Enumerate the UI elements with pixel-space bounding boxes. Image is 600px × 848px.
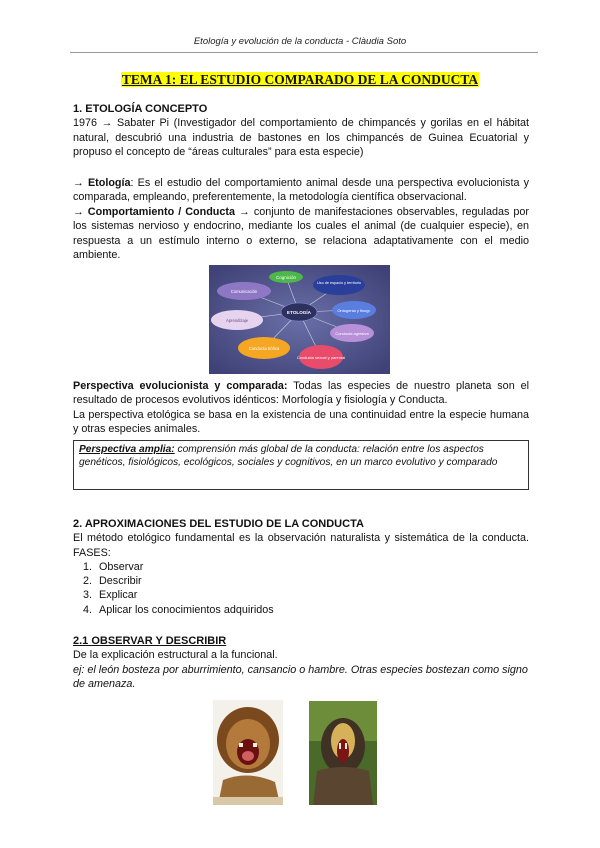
conducta-label: → Comportamiento / Conducta — [73, 206, 235, 218]
diagram-node-cognicion: Cognición — [275, 275, 297, 280]
section-1 — [73, 102, 529, 159]
phases-list — [73, 560, 529, 617]
section-2-1-text: De la explicación estructural a la funcional. — [73, 649, 278, 662]
phase-item: 3. Explicar — [95, 588, 529, 602]
diagram-node-sexual: Conducta sexual y parental — [296, 355, 346, 360]
yawning-mandrill-photo — [309, 701, 377, 805]
diagram-node-comunicacion: Comunicación — [230, 289, 258, 294]
perspectiva-text: Todas las especies de nuestro planeta son el resultado de procesos evolutivos idénticos: Morfología y fisiología y Conducta. — [73, 380, 529, 407]
phase-item: 2. Describir — [95, 574, 529, 588]
section-2-1-heading: 2.1 OBSERVAR Y DESCRIBIR — [73, 635, 227, 647]
page-header: Etología y evolución de la conducta - Clàudia Soto — [193, 36, 407, 47]
perspectiva-paragraph — [73, 379, 529, 408]
section-2-1 — [73, 634, 529, 691]
diagram-node-agresiva: Conducta agresiva — [335, 331, 369, 336]
perspectiva-amplia-box — [73, 440, 529, 490]
perspectiva-amplia-label: Perspectiva amplia: — [79, 444, 175, 455]
etologia-diagram — [209, 265, 390, 374]
diagram-center: ETOLOGÍA — [287, 310, 311, 315]
header-divider — [70, 52, 538, 53]
etologia-definition — [73, 176, 529, 205]
title-text: TEMA 1: EL ESTUDIO COMPARADO DE LA CONDUCTA — [121, 72, 479, 87]
diagram-node-ontogenia: Ontogenia y fisogr. — [337, 308, 371, 313]
diagram-node-trofica: Conducta trófica — [248, 346, 280, 351]
section-2-intro: El método etológico fundamental es la observación naturalista y sistemática de la conducta. FASES: — [73, 532, 529, 559]
perspectiva-amplia-text: comprensión más global de la conducta: relación entre los aspectos genéticos, fisiológicos, ecológicos, sociales y cognitivos, en un marco evolutivo y comparado — [79, 444, 498, 468]
conducta-text: → conjunto de manifestaciones observables, reguladas por los sistemas nervioso y endocrino, mediante los cuales el animal (de cualquier especie), en respuesta a un estímulo interno o externo, se relaciona adaptativamente con el medio ambiente. — [73, 206, 529, 261]
perspectiva-label: Perspectiva evolucionista y comparada: — [73, 380, 288, 392]
section-2-heading: 2. APROXIMACIONES DEL ESTUDIO DE LA CONDUCTA — [73, 518, 364, 530]
diagram-node-aprendizaje: Aprendizaje — [225, 318, 249, 323]
etologia-text: : Es el estudio del comportamiento animal desde una perspectiva evolucionista y comparada, empleando, preferentemente, la metodología científica observacional. — [73, 177, 529, 204]
section-1-heading: 1. ETOLOGÍA CONCEPTO — [73, 103, 208, 115]
etologia-label: → Etología — [73, 177, 131, 189]
continuidad-paragraph: La perspectiva etológica se basa en la existencia de una continuidad entre la especie humana y otras especies animales. — [73, 409, 529, 436]
conducta-definition — [73, 205, 529, 262]
phase-item: 4. Aplicar los conocimientos adquiridos — [95, 603, 529, 617]
page-title — [0, 71, 600, 89]
section-2 — [73, 517, 529, 617]
diagram-node-espacio: Uso de espacio y territorio — [316, 281, 362, 285]
phase-item: 1. Observar — [95, 560, 529, 574]
sabater-paragraph: 1976 → Sabater Pi (Investigador del comportamiento de chimpancés y gorilas en el hábitat natural, descubrió una industria de bastones en los chimpancés de Guinea Ecuatorial y propuso el concepto de “áreas culturales” para esta especie) — [73, 117, 529, 158]
yawning-lion-photo — [213, 700, 283, 805]
example-text: ej: el león bosteza por aburrimiento, cansancio o hambre. Otras especies bostezan como signo de amenaza. — [73, 663, 528, 690]
